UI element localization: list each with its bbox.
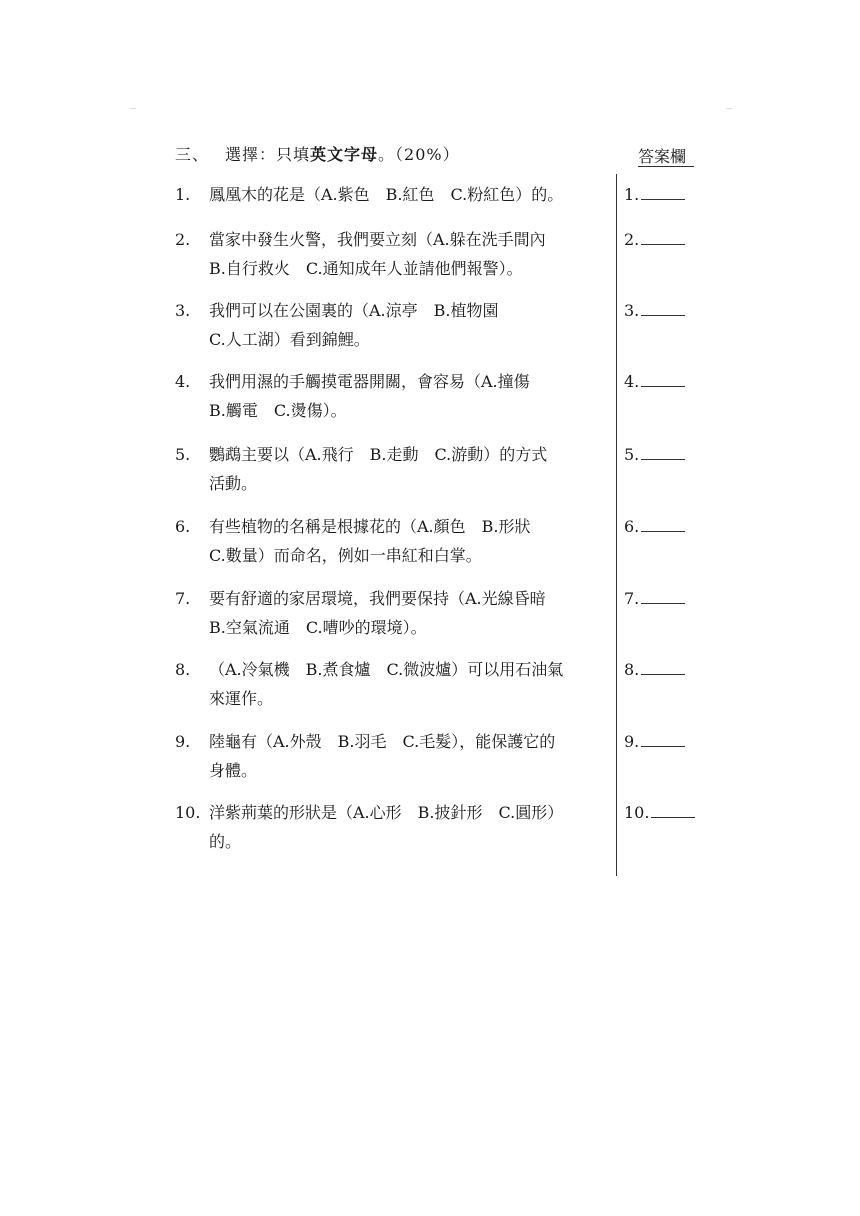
section-label-bold: 英文字母: [310, 145, 379, 164]
answer-blank[interactable]: [641, 368, 685, 387]
question-item: [175, 440, 615, 498]
answer-number: 7.: [624, 589, 640, 608]
answer-number: 1.: [624, 185, 640, 204]
section-number: 三、: [175, 145, 210, 164]
answer-blank[interactable]: [651, 799, 695, 818]
answer-slot[interactable]: [624, 655, 685, 684]
scan-mark: [726, 108, 732, 109]
question-text: 我們可以在公園裏的（A.涼亭 B.植物園 C.人工湖）看到錦鯉。: [209, 301, 499, 349]
answer-column-divider: [616, 174, 617, 876]
answer-blank[interactable]: [641, 441, 685, 460]
question-item: [175, 225, 615, 283]
section-label-prefix: 選擇：只填: [225, 145, 311, 164]
question-text: 陸龜有（A.外殼 B.羽毛 C.毛髮），能保護它的 身體。: [209, 732, 556, 780]
section-label-suffix: 。（20%）: [378, 145, 460, 164]
answer-slot[interactable]: [624, 512, 685, 541]
answer-blank[interactable]: [641, 226, 685, 245]
question-number: 10.: [175, 803, 201, 822]
answer-slot[interactable]: [624, 225, 685, 254]
answer-slot[interactable]: [624, 296, 685, 325]
question-item: [175, 727, 615, 785]
question-number: 4.: [175, 372, 191, 391]
question-item: [175, 798, 615, 856]
answer-number: 10.: [624, 803, 650, 822]
answer-blank[interactable]: [641, 728, 685, 747]
question-text: 當家中發生火警，我們要立刻（A.躲在洗手間內 B.自行救火 C.通知成年人並請他們報警）。: [209, 230, 546, 278]
answer-slot[interactable]: [624, 367, 685, 396]
answer-slot[interactable]: [624, 440, 685, 469]
answer-column-header: 答案欄: [638, 147, 687, 166]
question-text: 我們用濕的手觸摸電器開關，會容易（A.撞傷 B.觸電 C.燙傷）。: [209, 372, 530, 420]
section-title: [175, 142, 460, 165]
answer-number: 6.: [624, 517, 640, 536]
answer-number: 4.: [624, 372, 640, 391]
question-text: 洋紫荊葉的形狀是（A.心形 B.披針形 C.圓形） 的。: [209, 803, 564, 851]
question-item: [175, 180, 615, 209]
question-number: 5.: [175, 445, 191, 464]
question-number: 8.: [175, 660, 191, 679]
question-item: [175, 584, 615, 642]
question-number: 2.: [175, 230, 191, 249]
question-item: [175, 512, 615, 570]
scan-mark: [130, 108, 136, 109]
answer-slot[interactable]: [624, 727, 685, 756]
answer-header-underline: [638, 166, 694, 167]
question-text: 鳳凰木的花是（A.紫色 B.紅色 C.粉紅色）的。: [209, 185, 564, 204]
answer-slot[interactable]: [624, 798, 695, 827]
question-text: （A.冷氣機 B.煮食爐 C.微波爐）可以用石油氣 來運作。: [209, 660, 564, 708]
question-number: 7.: [175, 589, 191, 608]
question-number: 1.: [175, 185, 191, 204]
answer-number: 9.: [624, 732, 640, 751]
answer-blank[interactable]: [641, 297, 685, 316]
question-text: 鸚鵡主要以（A.飛行 B.走動 C.游動）的方式 活動。: [209, 445, 548, 493]
answer-slot[interactable]: [624, 584, 685, 613]
answer-number: 2.: [624, 230, 640, 249]
question-number: 9.: [175, 732, 191, 751]
question-number: 6.: [175, 517, 191, 536]
question-text: 有些植物的名稱是根據花的（A.顏色 B.形狀 C.數量）而命名，例如一串紅和白掌。: [209, 517, 531, 565]
answer-slot[interactable]: [624, 180, 685, 209]
question-number: 3.: [175, 301, 191, 320]
question-item: [175, 367, 615, 425]
answer-blank[interactable]: [641, 181, 685, 200]
question-text: 要有舒適的家居環境，我們要保持（A.光線昏暗 B.空氣流通 C.嘈吵的環境）。: [209, 589, 546, 637]
question-item: [175, 655, 615, 713]
answer-blank[interactable]: [641, 513, 685, 532]
answer-number: 5.: [624, 445, 640, 464]
answer-number: 3.: [624, 301, 640, 320]
answer-blank[interactable]: [641, 656, 685, 675]
answer-blank[interactable]: [641, 585, 685, 604]
question-item: [175, 296, 615, 354]
answer-number: 8.: [624, 660, 640, 679]
